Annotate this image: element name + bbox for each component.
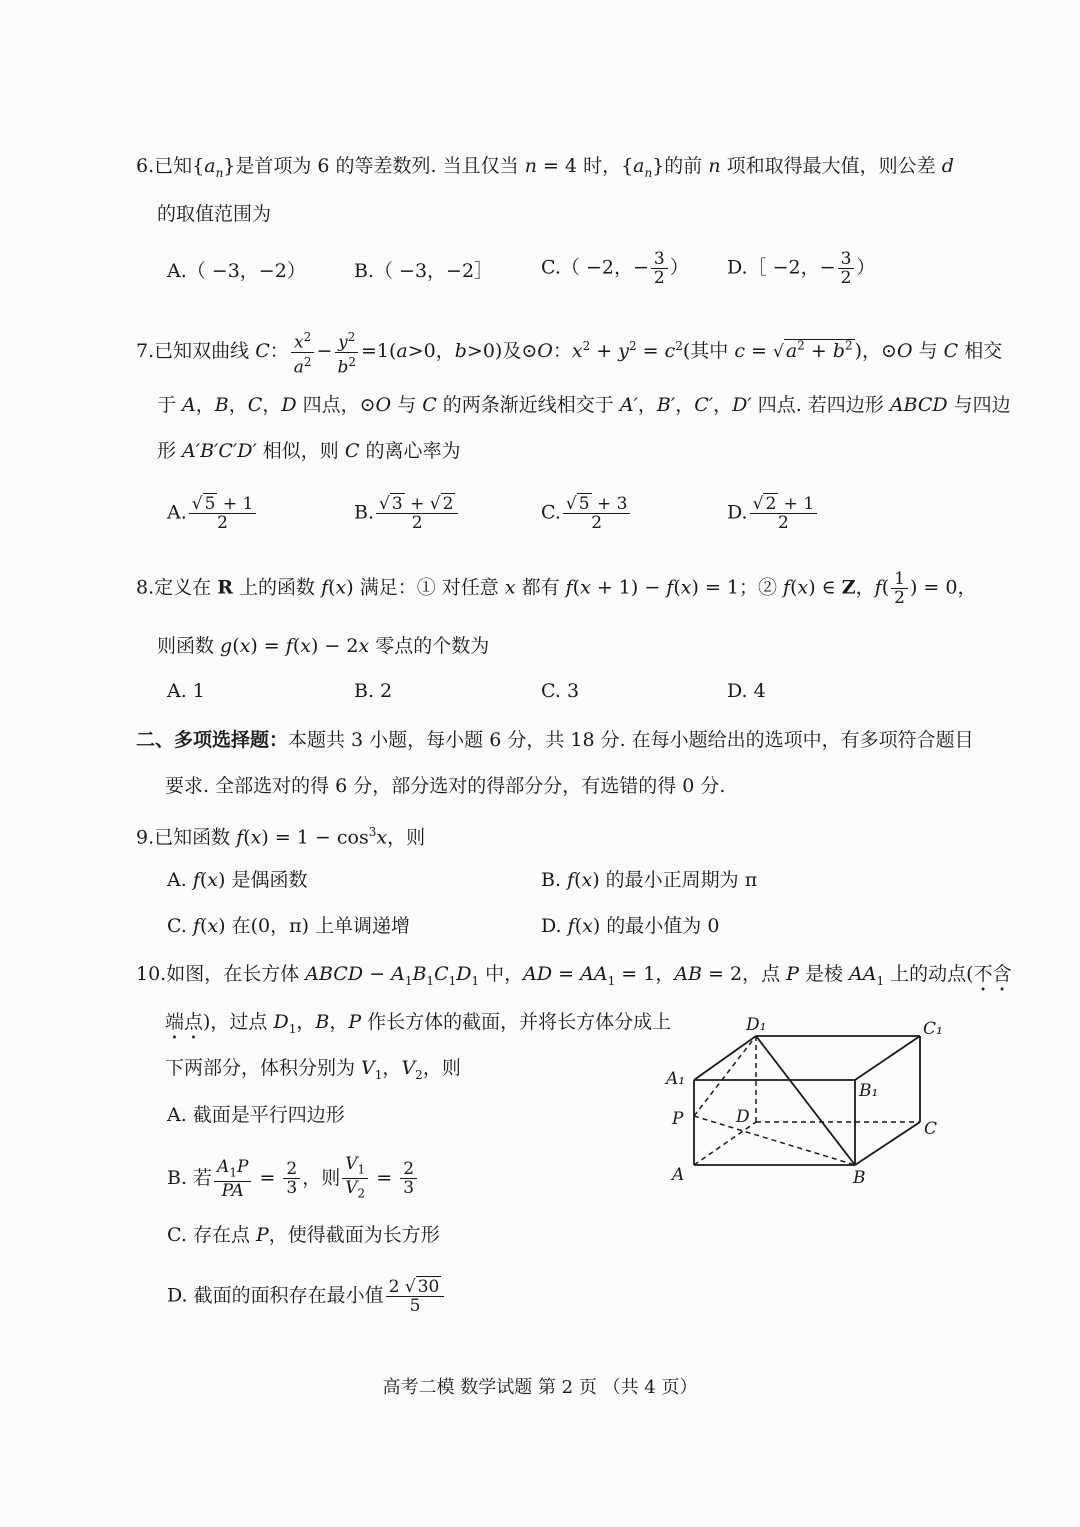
q10-stem-line2: 端点)，过点 $D_1$，B，P 作长方体的截面，并将长方体分成上 — [165, 1011, 672, 1036]
label-c1: C₁ — [923, 1019, 943, 1039]
label-d: D — [736, 1107, 750, 1127]
q10-option-c: C. 存在点 P，使得截面为长方形 — [167, 1224, 440, 1246]
q7-option-b: B. $\frac{√ 3 + √ 2}{2}$ — [354, 495, 460, 532]
q10-option-a: A. 截面是平行四边形 — [167, 1104, 345, 1126]
q7-stem-line3: 形 A′B′C′D′ 相似，则 C 的离心率为 — [157, 440, 461, 462]
q6-option-b: B.（ −3，−2］ — [354, 260, 494, 282]
section2-heading — [136, 726, 974, 754]
q8-number: 8. — [136, 576, 155, 599]
section2-text-line1: 本题共 3 小题，每小题 6 分，共 18 分. 在每小题给出的选项中，有多项符合题目 — [288, 729, 974, 751]
q7-stem-line2: 于 A，B，C，D 四点，⊙O 与 C 的两条渐近线相交于 A′，B′，C′，D′ 四点. 若四边形 ABCD 与四边 — [157, 394, 1011, 416]
hidden-ad — [694, 1122, 756, 1165]
label-a1: A₁ — [666, 1069, 686, 1089]
q7-number: 7. — [136, 340, 155, 363]
q9-number: 9. — [136, 826, 155, 849]
edge-d1b — [756, 1036, 855, 1165]
section2-text-line2: 要求. 全部选对的得 6 分，部分选对的得部分分，有选错的得 0 分. — [165, 775, 726, 797]
hidden-pb — [694, 1116, 855, 1165]
label-c: C — [924, 1119, 938, 1139]
q8-stem-line1: 8.定义在 R 上的函数 f(x) 满足：① 对任意 x 都有 f(x + 1) − f(x) = 1；② f(x) ∈ Z，f( $\frac{1}{2}$ ) = 0， — [136, 569, 977, 608]
label-a: A — [672, 1165, 685, 1185]
label-b1: B₁ — [859, 1081, 879, 1101]
q6-option-c: C.（ −2，− $\frac{3}{2}$ ） — [541, 249, 689, 288]
q6-stem-line2: 的取值范围为 — [157, 203, 272, 225]
q7-option-d: D. $\frac{√ 2 + 1}{2}$ — [727, 495, 819, 532]
q10-option-b: B. 若 $\frac{A_1P}{PA}$ = $\frac{2}{3}$ ，则 $\frac{V_1}{V_2}$ = $\frac{2}{3}$ — [167, 1155, 419, 1203]
q7-stem-line1: 7.已知双曲线 C： $\frac{x^2}{a^2}$ − $\frac{y^2}{b^2}$ =1(a>0，b>0)及⊙O：$x^2 + y^2 = c^2$(其中 c = √ $a^2 + b^2$ )，⊙O 与 C 相交 — [136, 330, 1003, 378]
edge-b1c1 — [855, 1036, 920, 1080]
q9-option-d: D. f(x) 的最小值为 0 — [541, 915, 720, 937]
q9-stem: 9.已知函数 $f(x) = 1 - \cos^3x$，则 — [136, 825, 426, 849]
q8-option-a: A. 1 — [167, 680, 205, 702]
q8-stem-line2: 则函数 g(x) = f(x) − 2x 零点的个数为 — [157, 635, 490, 657]
q10-stem-line1: 10.如图，在长方体 ABCD − $A_1B_1C_1D_1$ 中，AD = $AA_1 = 1$，AB = 2，点 P 是棱 $AA_1$ 上的动点(不含 — [136, 963, 1012, 988]
q10-stem-line3: 下两部分，体积分别为 $V_1$，$V_2$，则 — [165, 1057, 461, 1082]
section2-title: 二、多项选择题： — [136, 729, 289, 751]
edge-a1d1 — [694, 1036, 756, 1080]
page-footer: 高考二模 数学试题 第 2 页 （共 4 页） — [382, 1377, 698, 1398]
q9-option-a: A. f(x) 是偶函数 — [167, 869, 308, 891]
q6-stem-line1: 6.已知$\{a_n\}$是首项为 6 的等差数列. 当且仅当 n = 4 时，$\{a_n\}$的前 n 项和取得最大值，则公差 d — [136, 155, 954, 180]
q8-option-b: B. 2 — [354, 680, 393, 702]
cuboid-figure — [660, 1010, 960, 1190]
q7-option-c: C. $\frac{√ 5 + 3}{2}$ — [541, 495, 632, 532]
label-d1: D₁ — [746, 1015, 767, 1035]
q7-option-a: A. $\frac{√ 5 + 1}{2}$ — [167, 495, 258, 532]
q10-number: 10. — [136, 963, 167, 985]
hidden-pd1 — [694, 1036, 756, 1116]
q9-option-b: B. f(x) 的最小正周期为 π — [541, 869, 758, 891]
label-p: P — [672, 1109, 684, 1129]
q6-option-d: D.［ −2，− $\frac{3}{2}$ ） — [727, 249, 876, 288]
q8-option-d: D. 4 — [727, 680, 766, 702]
q10-option-d: D. 截面的面积存在最小值 $\frac{2 √ 30}{5}$ — [167, 1278, 446, 1315]
q9-option-c: C. f(x) 在(0，π) 上单调递增 — [167, 915, 411, 937]
q6-number: 6. — [136, 155, 155, 177]
q6-option-a: A.（ −3，−2） — [167, 260, 306, 282]
edge-bc — [855, 1122, 920, 1165]
label-b: B — [853, 1168, 866, 1188]
q8-option-c: C. 3 — [541, 680, 580, 702]
